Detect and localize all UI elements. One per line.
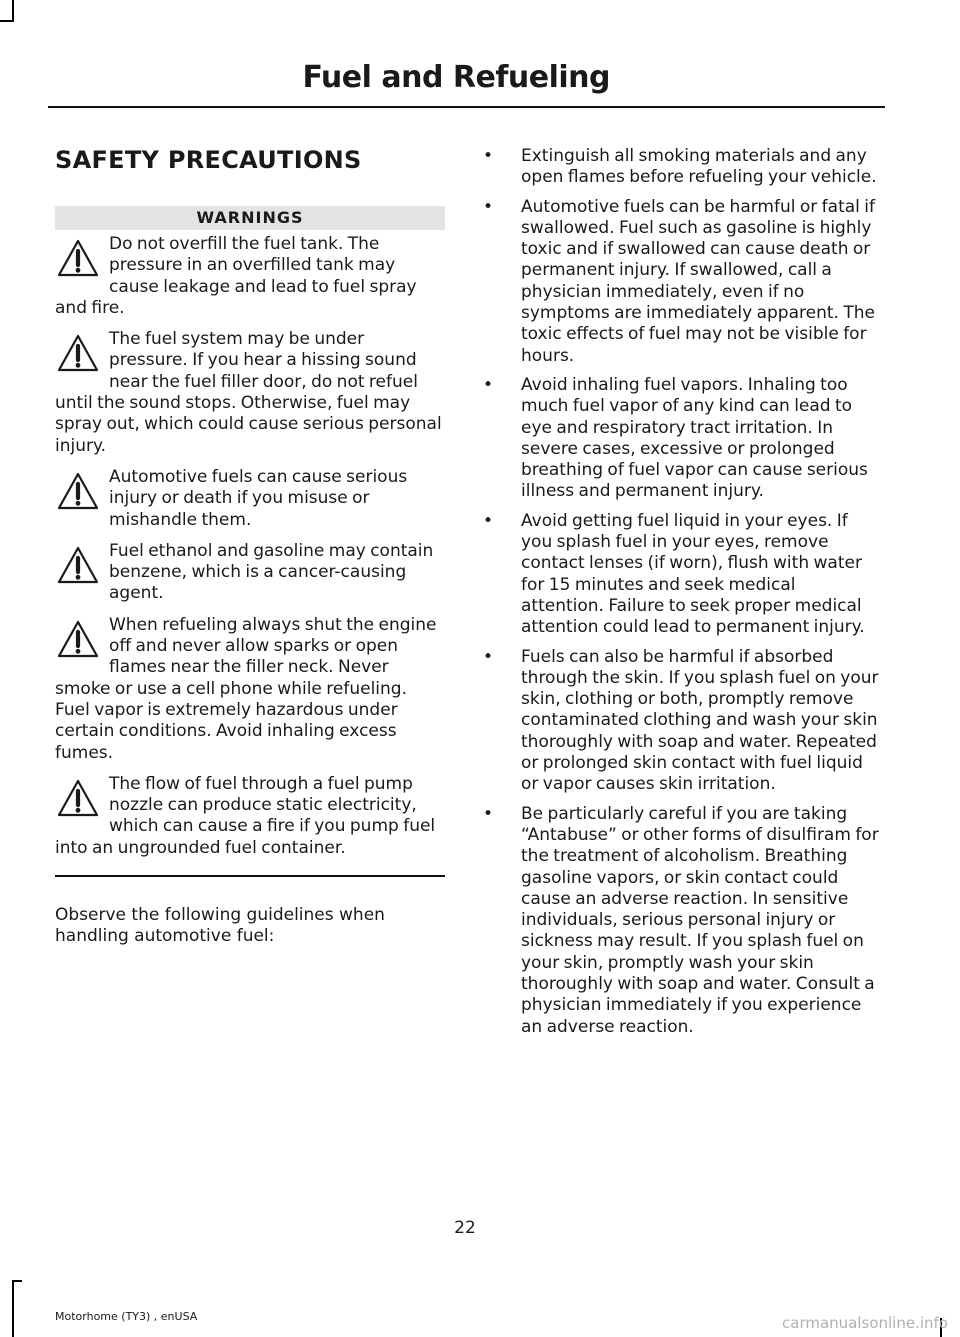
- watermark: carmanualsonline.info: [782, 1314, 948, 1332]
- page-number: 22: [454, 1218, 476, 1238]
- guideline-item: [480, 647, 880, 796]
- warnings-end-rule: [55, 875, 445, 877]
- bullet-marker: •: [483, 146, 494, 166]
- warning-triangle-icon: [57, 238, 99, 278]
- warning-text: Automotive fuels can cause serious injury or death if you misuse or mishandle them.: [109, 466, 408, 530]
- warning-triangle-icon: [57, 471, 99, 511]
- warning-item: [55, 541, 445, 605]
- bullet-marker: •: [483, 510, 494, 531]
- page-header-title: Fuel and Refueling: [302, 60, 610, 95]
- warning-text: The flow of fuel through a fuel pump nozzle can produce static electricity, which can cause a fire if you pump fuel into an ungrounded fuel container.: [55, 773, 436, 858]
- crop-mark: [12, 1280, 14, 1337]
- warnings-banner: WARNINGS: [55, 206, 445, 230]
- guidelines-intro: Observe the following guidelines when handling automotive fuel:: [55, 905, 385, 947]
- warning-text: The fuel system may be under pressure. If you hear a hissing sound near the fuel filler door, do not refuel until the sound stops. Otherwise, fuel may spray out, which could cause serious personal injury.: [55, 329, 442, 456]
- guideline-text: Fuels can also be harmful if absorbed through the skin. If you splash fuel on your skin, clothing or both, promptly remove contaminated clothing and wash your skin thoroughly with soap and water. Repeated or prolonged skin contact with fuel liquid or vapor causes skin irritation.: [521, 646, 879, 795]
- bullet-marker: •: [483, 803, 494, 824]
- warning-item: [55, 774, 445, 859]
- warning-item: [55, 234, 445, 319]
- warning-triangle-icon: [57, 333, 99, 373]
- guideline-item: [480, 375, 880, 503]
- bullet-marker: •: [483, 646, 494, 667]
- guideline-item: [480, 511, 880, 639]
- bullet-marker: •: [483, 374, 494, 395]
- guideline-text: Be particularly careful if you are taking “Antabuse” or other forms of disulfiram for the treatment of alcoholism. Breathing gasoline vapors, or skin contact could cause an adverse reaction. In sensitive individuals, serious personal injury or sickness may result. If you splash fuel on your skin, promptly wash your skin thoroughly with soap and water. Consult a physician immediately if you experience an adverse reaction.: [521, 803, 879, 1037]
- header-rule: [48, 106, 885, 108]
- warnings-list: [55, 234, 445, 859]
- guideline-item: [480, 804, 880, 1038]
- guideline-text: Extinguish all smoking materials and any open flames before refueling your vehicle.: [521, 146, 877, 188]
- crop-mark: [12, 1280, 22, 1282]
- left-column: [55, 146, 445, 948]
- crop-mark: [12, 0, 14, 22]
- section-title: SAFETY PRECAUTIONS: [55, 146, 362, 174]
- guideline-item: [480, 146, 880, 189]
- bullet-marker: •: [483, 196, 494, 217]
- guideline-text: Avoid getting fuel liquid in your eyes. If you splash fuel in your eyes, remove contact lenses (if worn), flush with water for 15 minutes and seek medical attention. Failure to seek proper medical attention could lead to permanent injury.: [521, 510, 865, 638]
- warning-item: [55, 615, 445, 764]
- guidelines-list: [480, 146, 880, 1038]
- warning-text: Fuel ethanol and gasoline may contain benzene, which is a cancer-causing agent.: [109, 540, 434, 604]
- guideline-text: Automotive fuels can be harmful or fatal if swallowed. Fuel such as gasoline is highly toxic and if swallowed can cause death or permanent injury. If swallowed, call a physician immediately, even if no symptoms are immediately apparent. The toxic effects of fuel may not be visible for hours.: [521, 196, 875, 366]
- footer-doc-id: Motorhome (TY3) , enUSA: [55, 1310, 198, 1323]
- guideline-text: Avoid inhaling fuel vapors. Inhaling too much fuel vapor of any kind can lead to eye and respiratory tract irritation. In severe cases, excessive or prolonged breathing of fuel vapor can cause serious illness and permanent injury.: [521, 374, 868, 502]
- warning-item: [55, 467, 445, 531]
- crop-mark: [0, 20, 14, 22]
- warning-triangle-icon: [57, 619, 99, 659]
- warning-item: [55, 329, 445, 457]
- warning-text: Do not overfill the fuel tank. The pressure in an overfilled tank may cause leakage and lead to fuel spray and fire.: [55, 234, 417, 318]
- warning-triangle-icon: [57, 545, 99, 585]
- right-column: [480, 146, 880, 1046]
- warning-triangle-icon: [57, 778, 99, 818]
- guideline-item: [480, 197, 880, 367]
- warning-text: When refueling always shut the engine off and never allow sparks or open flames near the filler neck. Never smoke or use a cell phone while refueling. Fuel vapor is extremely hazardous under certain conditions. Avoid inhaling excess fumes.: [55, 614, 437, 763]
